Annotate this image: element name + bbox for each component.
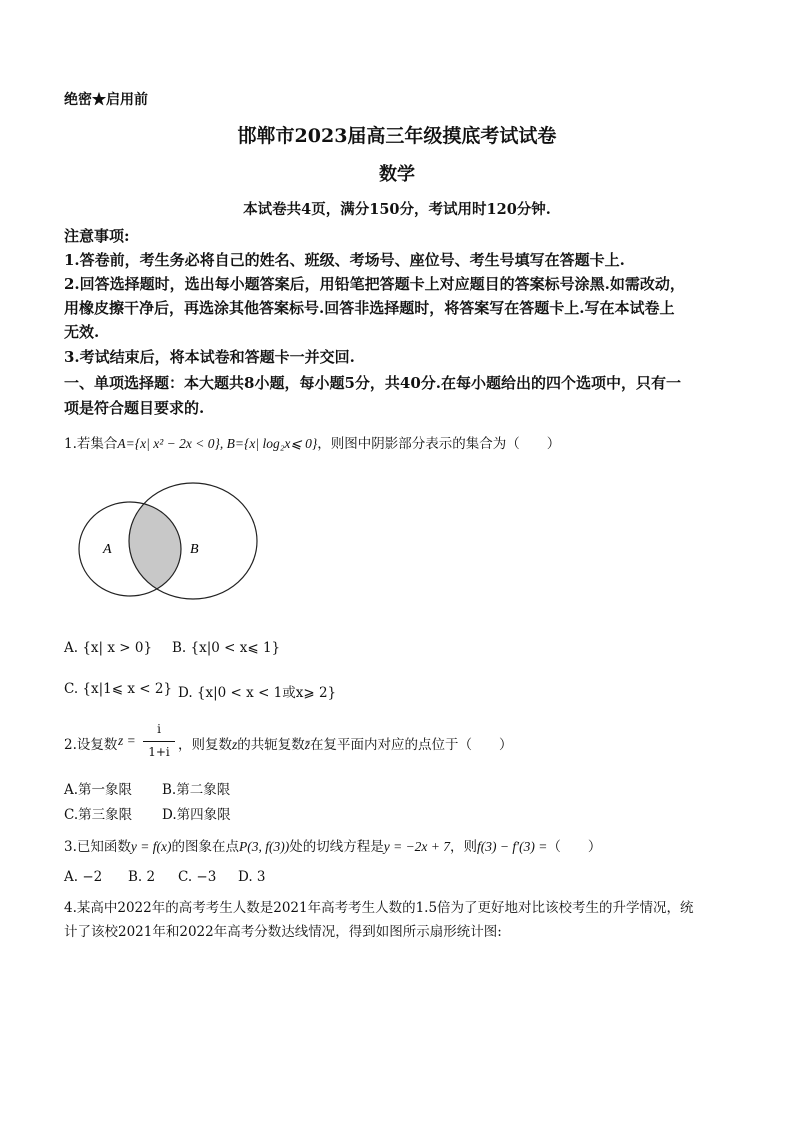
note-3: 3.考试结束后，将本试卷和答题卡一并交回. xyxy=(64,348,355,366)
q2-z-conjugate: z̄ xyxy=(304,737,311,752)
q3-stem-mid2: 处的切线方程是 xyxy=(289,839,384,855)
q3-option-b: B. 2 xyxy=(128,869,156,885)
notes-heading: 注意事项: xyxy=(64,227,130,245)
q3-stem-mid: 的图象在点 xyxy=(171,839,239,855)
section1-line1: 一、单项选择题：本大题共8小题，每小题5分，共40分.在每小题给出的四个选项中，只有一 xyxy=(64,374,681,392)
q2-stem-mid: ，则复数 xyxy=(178,737,232,753)
q2-z: z xyxy=(232,737,238,752)
q3-expression: f(3) − f′(3) = xyxy=(477,839,548,854)
confidential-label: 绝密★启用前 xyxy=(64,92,148,108)
question-1-stem xyxy=(64,432,560,452)
question-4-line2: 计了该校2021年和2022年高考分数达线情况，得到如图所示扇形统计图: xyxy=(64,924,502,940)
q1-stem-post: ，则图中阴影部分表示的集合为（ ） xyxy=(317,436,561,452)
note-2-line3: 无效. xyxy=(64,323,100,341)
q1-option-c: C. {x|1⩽ x < 2} xyxy=(64,681,173,697)
note-2-line2: 用橡皮擦干净后，再选涂其他答案标号.回答非选择题时，将答案写在答题卡上.写在本试卷上 xyxy=(64,299,675,317)
q2-fraction-denominator: 1+i xyxy=(148,745,170,759)
q2-option-d: D.第四象限 xyxy=(162,807,231,823)
q1-option-d: D. {x|0 < x < 1或x⩾ 2} xyxy=(178,685,337,701)
q3-option-d: D. 3 xyxy=(238,869,266,885)
q3-stem-mid3: ，则 xyxy=(450,839,478,855)
q2-z-equals: z = xyxy=(118,733,136,748)
q2-option-c: C.第三象限 xyxy=(64,807,133,823)
section1-line2: 项是符合题目要求的. xyxy=(64,399,205,417)
note-1: 1.答卷前，考生务必将自己的姓名、班级、考场号、座位号、考生号填写在答题卡上. xyxy=(64,251,625,269)
q3-point: P(3, f(3)) xyxy=(238,839,290,854)
question-4-line1: 4.某高中2022年的高考考生人数是2021年高考考生人数的1.5倍为了更好地对比该校考生的升学情况，统 xyxy=(64,900,694,916)
venn-label-a: A xyxy=(103,542,112,557)
note-2-line1: 2.回答选择题时，选出每小题答案后，用铅笔把答题卡上对应题目的答案标号涂黑.如需改动， xyxy=(64,275,685,293)
q2-stem-post: 在复平面内对应的点位于（ ） xyxy=(310,737,513,753)
q3-option-a: A. −2 xyxy=(64,869,103,885)
venn-diagram xyxy=(70,480,270,610)
q2-stem-pre: 2.设复数 xyxy=(64,737,118,753)
q3-tangent: y = −2x + 7 xyxy=(383,839,451,854)
q2-option-a: A.第一象限 xyxy=(64,782,133,798)
q2-option-b: B.第二象限 xyxy=(162,782,231,798)
q1-option-b: B. {x|0 < x⩽ 1} xyxy=(172,640,281,656)
q3-stem-pre: 3.已知函数 xyxy=(64,839,131,855)
venn-intersection-shade xyxy=(129,483,257,599)
q2-stem-rest xyxy=(178,733,513,753)
subject-title: 数学 xyxy=(379,164,415,185)
q3-option-c: C. −3 xyxy=(178,869,217,885)
exam-info: 本试卷共4页，满分150分，考试用时120分钟. xyxy=(243,201,551,218)
q2-fraction-numerator: i xyxy=(157,722,161,736)
q2-stem-mid2: 的共轭复数 xyxy=(237,737,305,753)
page-title: 邯郸市2023届高三年级摸底考试试卷 xyxy=(237,125,557,147)
q2-fraction-bar xyxy=(143,741,175,742)
q3-stem-post: （ ） xyxy=(547,839,602,855)
question-3-stem xyxy=(64,835,601,855)
q3-function: y = f(x) xyxy=(130,839,172,854)
q1-option-a: A. {x| x > 0} xyxy=(64,640,153,656)
q1-stem-pre: 1.若集合 xyxy=(64,436,118,452)
q1-sets-expression: A={x| x² − 2x < 0}, B={x| log₂x⩽ 0} xyxy=(117,436,318,451)
venn-label-b: B xyxy=(190,542,199,557)
